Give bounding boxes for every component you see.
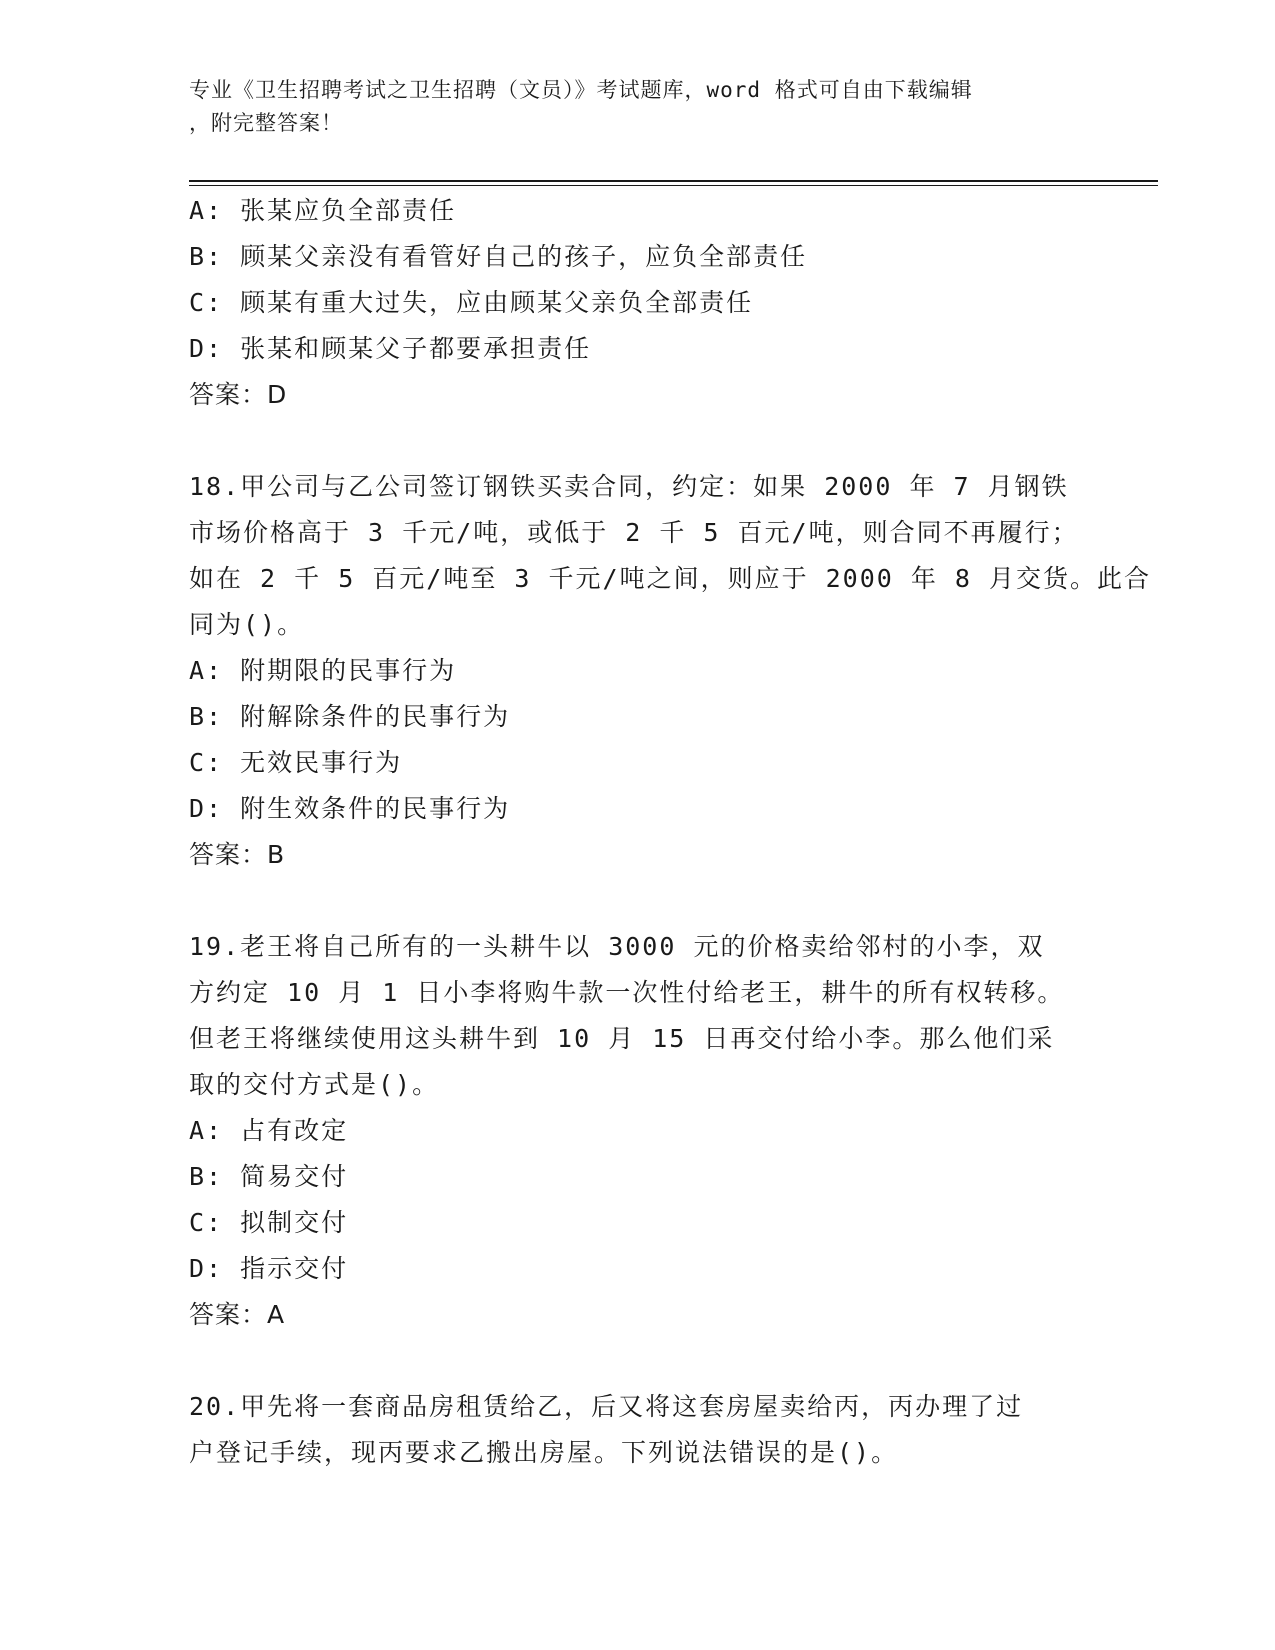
question-text-line: 20.甲先将一套商品房租赁给乙，后又将这套房屋卖给丙，丙办理了过 [189,1392,1024,1421]
option-d: D: 指示交付 [189,1254,349,1283]
question-17 [189,188,1089,418]
option-a: A: 张某应负全部责任 [189,196,457,225]
question-text-line: 方约定 10 月 1 日小李将购牛款一次性付给老王，耕牛的所有权转移。 [189,978,1065,1007]
option-b: B: 附解除条件的民事行为 [189,702,511,731]
document-header [189,74,1069,140]
option-b: B: 简易交付 [189,1162,349,1191]
question-text-line: 但老王将继续使用这头耕牛到 10 月 15 日再交付给小李。那么他们采 [189,1024,1055,1053]
answer: 答案：A [189,1300,286,1329]
option-d: D: 张某和顾某父子都要承担责任 [189,334,592,363]
answer: 答案：B [189,840,286,869]
header-line-2: ，附完整答案！ [189,111,343,135]
question-20 [189,1384,1089,1476]
header-divider-thick [189,180,1158,182]
question-text-line: 18.甲公司与乙公司签订钢铁买卖合同，约定：如果 2000 年 7 月钢铁 [189,472,1069,501]
header-divider-thin [189,185,1158,186]
option-d: D: 附生效条件的民事行为 [189,794,511,823]
question-text-line: 取的交付方式是()。 [189,1070,440,1099]
question-18 [189,464,1152,878]
question-text-line: 同为()。 [189,610,305,639]
header-line-1: 专业《卫生招聘考试之卫生招聘（文员）》考试题库，word 格式可自由下载编辑 [189,78,973,102]
document-body [189,188,1152,1476]
option-a: A: 占有改定 [189,1116,349,1145]
option-a: A: 附期限的民事行为 [189,656,457,685]
question-text-line: 19.老王将自己所有的一头耕牛以 3000 元的价格卖给邻村的小李，双 [189,932,1045,961]
option-c: C: 顾某有重大过失，应由顾某父亲负全部责任 [189,288,754,317]
question-text-line: 市场价格高于 3 千元/吨，或低于 2 千 5 百元/吨，则合同不再履行； [189,518,1079,547]
answer: 答案：D [189,380,288,409]
question-19 [189,924,1089,1338]
option-b: B: 顾某父亲没有看管好自己的孩子，应负全部责任 [189,242,808,271]
option-c: C: 无效民事行为 [189,748,403,777]
option-c: C: 拟制交付 [189,1208,349,1237]
question-text-line: 户登记手续，现丙要求乙搬出房屋。下列说法错误的是()。 [189,1438,899,1467]
question-text-line: 如在 2 千 5 百元/吨至 3 千元/吨之间，则应于 2000 年 8 月交货。此合 [189,564,1152,593]
